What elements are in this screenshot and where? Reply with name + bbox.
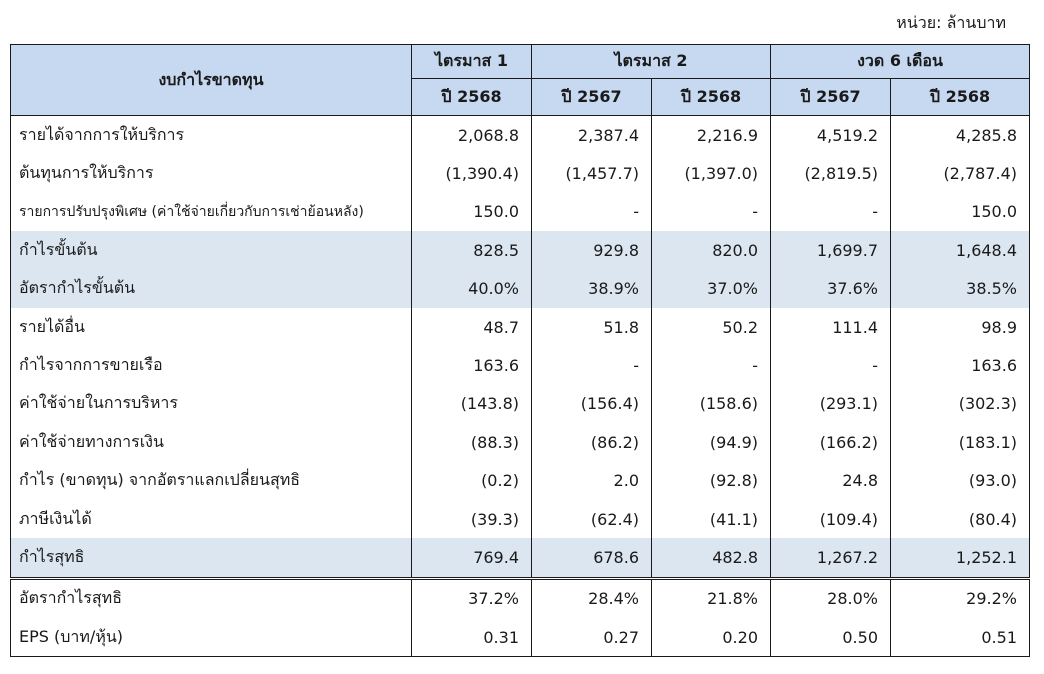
value-cell: 163.6 [891,346,1030,384]
value-cell: (0.2) [412,462,532,500]
row-label: กำไร (ขาดทุน) จากอัตราแลกเปลี่ยนสุทธิ [11,462,412,500]
value-cell: 1,699.7 [771,231,891,269]
unit-label: หน่วย: ล้านบาท [896,13,1006,32]
value-cell: (41.1) [652,500,771,538]
value-cell: 28.0% [771,578,891,618]
value-cell: 0.31 [412,618,532,657]
value-cell: 40.0% [412,270,532,308]
value-cell: (1,397.0) [652,154,771,192]
row-label: รายได้อื่น [11,308,412,346]
value-cell: - [652,193,771,231]
value-cell: - [771,346,891,384]
value-cell: (80.4) [891,500,1030,538]
value-cell: 1,267.2 [771,538,891,578]
table-row [11,154,1030,192]
value-cell: 28.4% [532,578,652,618]
value-cell: 1,252.1 [891,538,1030,578]
row-label: อัตรากำไรสุทธิ [11,578,412,618]
year-header: ปี 2567 [771,79,891,116]
value-cell: 0.20 [652,618,771,657]
row-label: กำไรจากการขายเรือ [11,346,412,384]
value-cell: (143.8) [412,385,532,423]
value-cell: 51.8 [532,308,652,346]
value-cell: (93.0) [891,462,1030,500]
value-cell: 929.8 [532,231,652,269]
row-label: อัตรากำไรขั้นต้น [11,270,412,308]
year-header: ปี 2568 [652,79,771,116]
table-row [11,462,1030,500]
value-cell: 24.8 [771,462,891,500]
value-cell: 37.6% [771,270,891,308]
value-cell: 2,216.9 [652,116,771,155]
table-row [11,538,1030,578]
value-cell: (1,457.7) [532,154,652,192]
table-row [11,231,1030,269]
value-cell: (156.4) [532,385,652,423]
group-header-q1: ไตรมาส 1 [412,45,532,79]
value-cell: (183.1) [891,423,1030,461]
value-cell: (88.3) [412,423,532,461]
value-cell: 48.7 [412,308,532,346]
table-row [11,308,1030,346]
value-cell: (2,787.4) [891,154,1030,192]
value-cell: 38.9% [532,270,652,308]
value-cell: 37.0% [652,270,771,308]
value-cell: - [532,193,652,231]
value-cell: (2,819.5) [771,154,891,192]
table-row [11,423,1030,461]
value-cell: 38.5% [891,270,1030,308]
value-cell: 820.0 [652,231,771,269]
value-cell: (109.4) [771,500,891,538]
value-cell: 678.6 [532,538,652,578]
row-label: รายได้จากการให้บริการ [11,116,412,155]
table-row [11,270,1030,308]
value-cell: 37.2% [412,578,532,618]
row-label: กำไรสุทธิ [11,538,412,578]
group-header-6m: งวด 6 เดือน [771,45,1030,79]
row-label: ภาษีเงินได้ [11,500,412,538]
row-label-header: งบกำไรขาดทุน [11,45,412,116]
value-cell: 98.9 [891,308,1030,346]
table-row [11,578,1030,618]
value-cell: 2.0 [532,462,652,500]
table-row [11,618,1030,657]
income-statement-table [10,44,1030,657]
year-header: ปี 2568 [412,79,532,116]
year-header: ปี 2568 [891,79,1030,116]
row-label: ค่าใช้จ่ายในการบริหาร [11,385,412,423]
value-cell: - [652,346,771,384]
group-header-q2: ไตรมาส 2 [532,45,771,79]
table-row [11,116,1030,155]
value-cell: (158.6) [652,385,771,423]
table-row [11,346,1030,384]
row-label: กำไรขั้นต้น [11,231,412,269]
value-cell: - [532,346,652,384]
value-cell: 482.8 [652,538,771,578]
value-cell: (62.4) [532,500,652,538]
table-row [11,500,1030,538]
value-cell: 29.2% [891,578,1030,618]
row-label: ค่าใช้จ่ายทางการเงิน [11,423,412,461]
row-label: รายการปรับปรุงพิเศษ (ค่าใช้จ่ายเกี่ยวกับการเช่าย้อนหลัง) [11,193,412,231]
value-cell: 1,648.4 [891,231,1030,269]
value-cell: 769.4 [412,538,532,578]
value-cell: (92.8) [652,462,771,500]
value-cell: (94.9) [652,423,771,461]
value-cell: 111.4 [771,308,891,346]
value-cell: 4,519.2 [771,116,891,155]
value-cell: 163.6 [412,346,532,384]
value-cell: 2,387.4 [532,116,652,155]
value-cell: 150.0 [891,193,1030,231]
value-cell: 4,285.8 [891,116,1030,155]
table-row [11,193,1030,231]
value-cell: 0.50 [771,618,891,657]
row-label: EPS (บาท/หุ้น) [11,618,412,657]
value-cell: (39.3) [412,500,532,538]
value-cell: 2,068.8 [412,116,532,155]
value-cell: (86.2) [532,423,652,461]
value-cell: 150.0 [412,193,532,231]
year-header: ปี 2567 [532,79,652,116]
value-cell: (293.1) [771,385,891,423]
value-cell: 0.27 [532,618,652,657]
value-cell: (302.3) [891,385,1030,423]
value-cell: 0.51 [891,618,1030,657]
value-cell: 50.2 [652,308,771,346]
table-row [11,385,1030,423]
value-cell: (166.2) [771,423,891,461]
row-label: ต้นทุนการให้บริการ [11,154,412,192]
value-cell: 828.5 [412,231,532,269]
value-cell: (1,390.4) [412,154,532,192]
value-cell: - [771,193,891,231]
value-cell: 21.8% [652,578,771,618]
